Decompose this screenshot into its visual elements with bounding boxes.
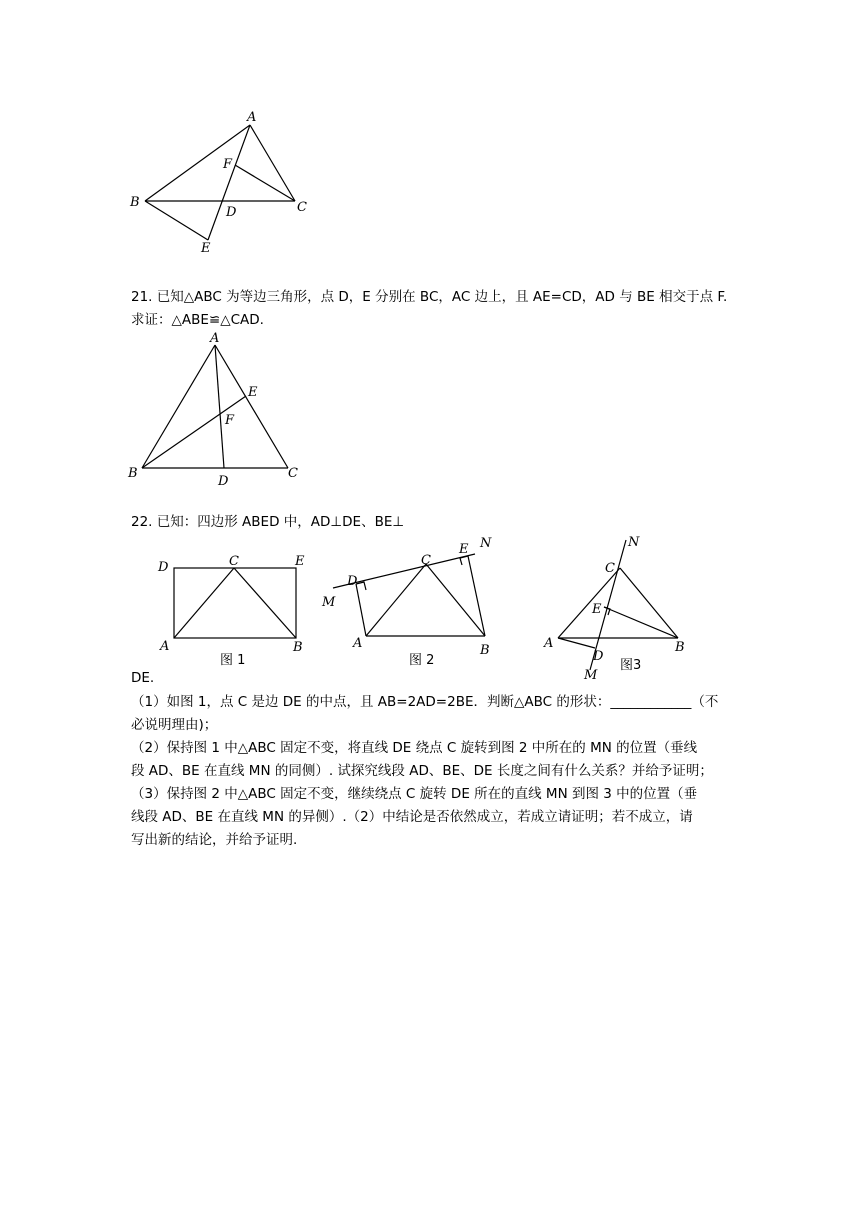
label-C: C: [288, 466, 298, 481]
q22-p2-line-1: （2）保持图 1 中△ABC 固定不变，将直线 DE 绕点 C 旋转到图 2 中所在的 MN 的位置（垂线: [131, 740, 698, 756]
fig3-label-E: E: [592, 602, 602, 617]
fig2-label-A: A: [353, 636, 363, 651]
fig1-label-E: E: [295, 554, 305, 569]
q22-p3-line-3: 写出新的结论，并给予证明.: [131, 832, 298, 848]
figure-q20-svg: [120, 105, 320, 265]
q22-intro-cont: DE.: [131, 670, 155, 686]
fig3-label-A: A: [544, 636, 554, 651]
q22-p3-line-1: （3）保持图 2 中△ABC 固定不变，继续绕点 C 旋转 DE 所在的直线 MN 到图 3 中的位置（垂: [131, 786, 698, 802]
label-E: E: [201, 241, 211, 256]
label-B: B: [130, 195, 140, 210]
label-E: E: [248, 385, 258, 400]
q21-line-1: 21. 已知△ABC 为等边三角形，点 D，E 分别在 BC，AC 边上，且 AE=CD，AD 与 BE 相交于点 F.: [131, 289, 728, 305]
label-A: A: [247, 110, 257, 125]
fig3-label-D: D: [593, 649, 604, 664]
figure-q21: [120, 330, 320, 490]
figure-q22-svg: [150, 530, 710, 680]
q22-intro: 22. 已知：四边形 ABED 中，AD⊥DE、BE⊥: [131, 514, 405, 530]
fig2-label-D: D: [347, 574, 358, 589]
q21-line-2: 求证：△ABE≌△CAD.: [131, 312, 264, 328]
fig2-label-C: C: [421, 553, 431, 568]
fig3-label-C: C: [605, 561, 615, 576]
q22-p3-line-2: 线段 AD、BE 在直线 MN 的异侧）.（2）中结论是否依然成立，若成立请证明；若不成立，请: [131, 809, 693, 825]
figure-q20: [120, 105, 320, 265]
fig1-label-C: C: [229, 554, 239, 569]
label-D: D: [226, 205, 237, 220]
q22-p1-line-1: （1）如图 1，点 C 是边 DE 的中点，且 AB=2AD=2BE．判断△ABC 的形状：____________（不: [131, 694, 719, 710]
fig3-label-N: N: [628, 535, 640, 550]
fig1-label-A: A: [160, 639, 170, 654]
figure-q22: [150, 530, 710, 680]
fig1-caption: 图 1: [220, 653, 246, 668]
fig2-caption: 图 2: [409, 653, 435, 668]
fig1-label-B: B: [293, 640, 303, 655]
label-D: D: [218, 474, 229, 489]
figure-q21-svg: [120, 330, 320, 490]
fig3-label-B: B: [675, 640, 685, 655]
fig3-label-M: M: [584, 668, 598, 680]
label-C: C: [297, 200, 307, 215]
label-A: A: [210, 331, 220, 346]
label-B: B: [128, 466, 138, 481]
q22-p1-line-2: 必说明理由)；: [131, 717, 218, 733]
fig2-label-B: B: [480, 643, 490, 658]
fig2-label-E: E: [459, 542, 469, 557]
label-F: F: [223, 157, 233, 172]
label-F: F: [225, 413, 235, 428]
q22-p2-line-2: 段 AD、BE 在直线 MN 的同侧）. 试探究线段 AD、BE、DE 长度之间有什么关系？并给予证明；: [131, 763, 713, 779]
fig3-caption: 图3: [620, 658, 642, 673]
fig2-label-N: N: [480, 536, 492, 551]
fig2-label-M: M: [322, 595, 336, 610]
fig1-label-D: D: [158, 560, 169, 575]
